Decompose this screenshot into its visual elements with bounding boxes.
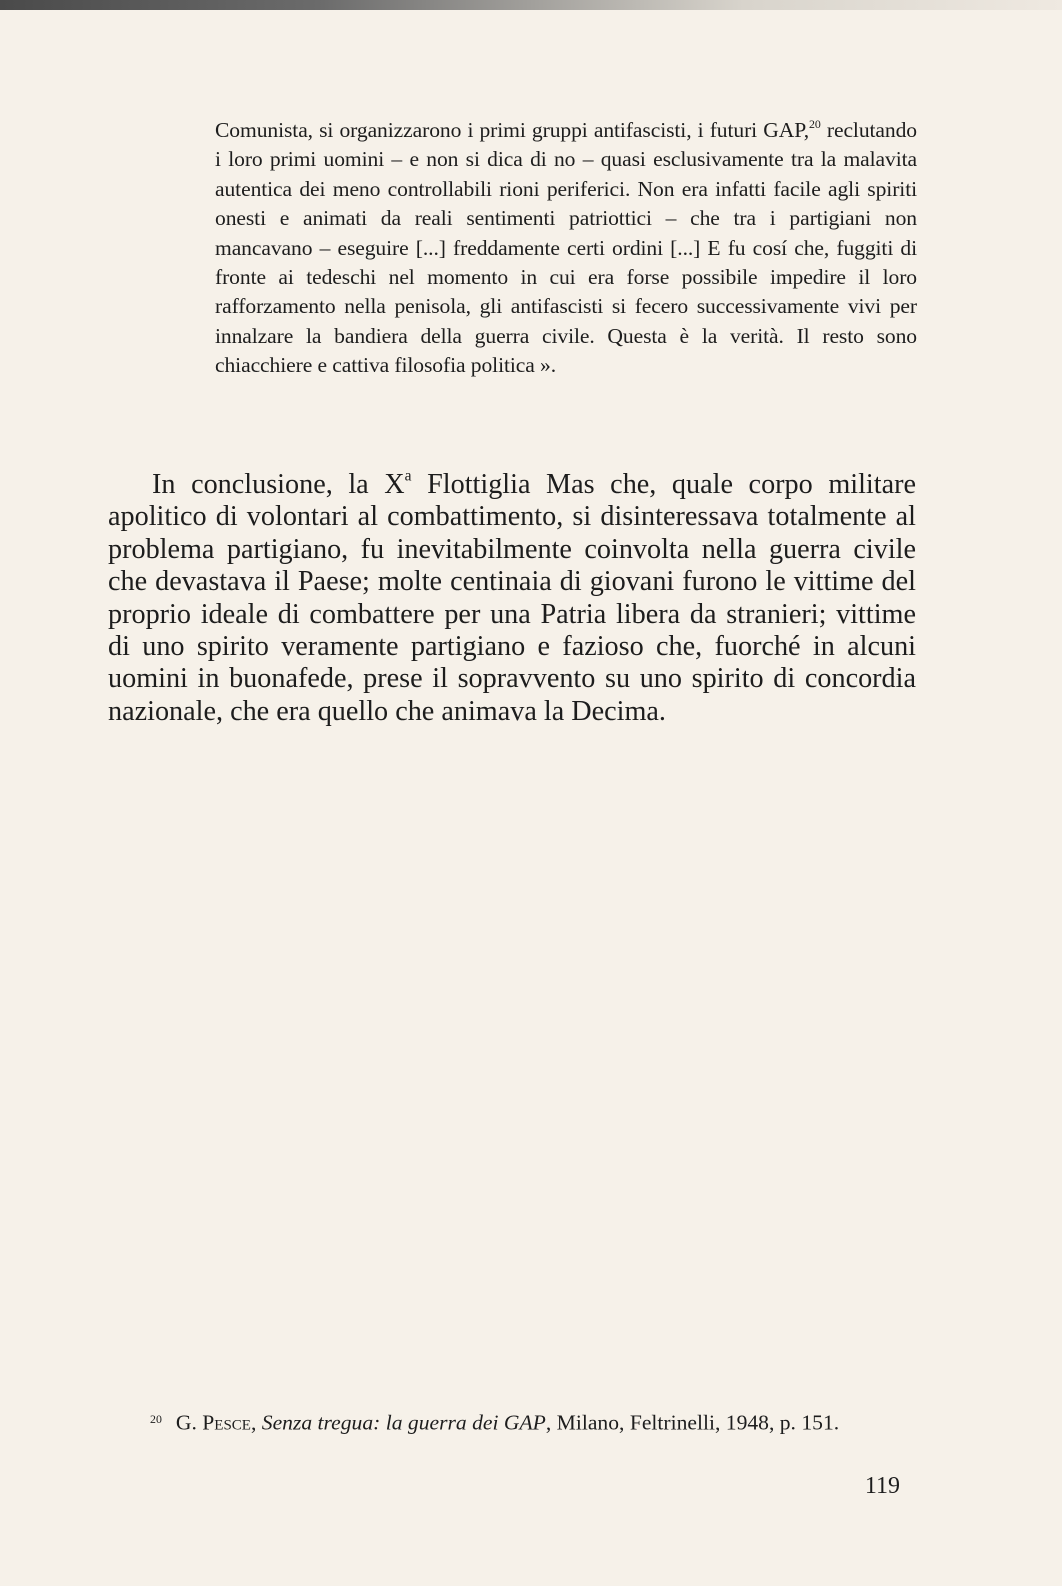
paragraph-text-start: In conclusione, la X (152, 469, 405, 500)
footnote-number: 20 (150, 1412, 162, 1426)
footnote-publication-details: , Milano, Feltrinelli, 1948, p. 151. (545, 1410, 840, 1435)
footnote (150, 1405, 930, 1437)
scan-top-edge (0, 0, 1062, 10)
footnote-reference: 20 (809, 117, 821, 132)
paragraph-text-end: Flottiglia Mas che, quale corpo militare apolitico di volontari al combattimento, si disinteressava totalmente al problema partigiano, fu inevitabilmente coinvolta nella guerra civile che devastava il Paese; molte centinaia di giovani furono le vittime del proprio ideale di combattere per una Patria libera da stranieri; vittime di uno spirito veramente partigiano e fazioso che, fuorché in alcuni uomini in buonafede, prese il sopravvento su uno spirito di concordia nazionale, che era quello che animava la Decima. (108, 469, 916, 727)
footnote-author-initial: G. (175, 1410, 203, 1435)
footnote-separator: , (250, 1410, 262, 1435)
page-number: 119 (864, 1473, 900, 1499)
quote-text-start: Comunista, si organizzarono i primi gruppi antifascisti, i futuri GAP, (215, 118, 810, 142)
footnote-author-surname: Pesce (202, 1410, 251, 1435)
footnote-book-title: Senza tregua: la guerra dei GAP (261, 1410, 546, 1435)
ordinal-superscript: a (404, 467, 412, 485)
conclusion-paragraph (108, 469, 916, 728)
quote-text-end: reclutando i loro primi uomini – e non si dica di no – quasi esclusivamente tra la malavita autentica dei meno controllabili rioni periferici. Non era infatti facile agli spiriti onesti e animati da reali sentimenti patriottici – che tra i partigiani non mancavano – eseguire [...] freddamente certi ordini [...] E fu cosí che, fuggiti di fronte ai tedeschi nel momento in cui era forse possibile impedire il loro rafforzamento nella penisola, gli antifascisti si fecero successivamente vivi per innalzare la bandiera della guerra civile. Questa è la verità. Il resto sono chiacchiere e cattiva filosofia politica ». (215, 118, 917, 378)
quotation-block (215, 116, 917, 381)
